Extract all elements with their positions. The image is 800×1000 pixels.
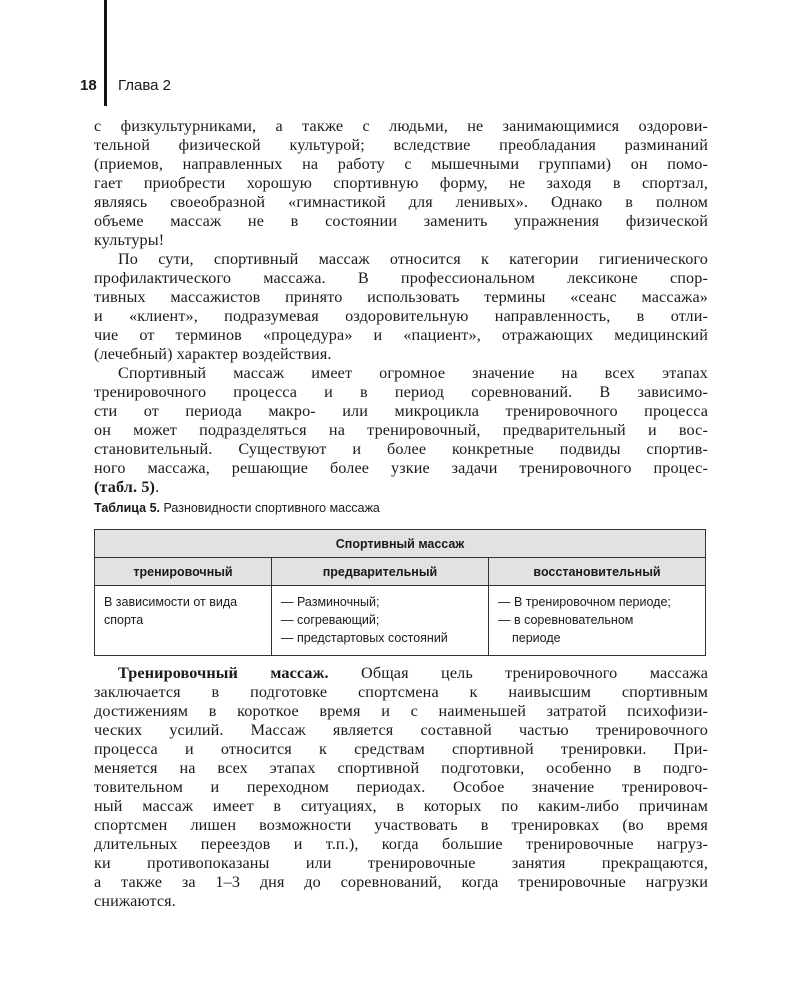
text-line: тренировочного процесса и в период соревнований. В зависимо- [94, 383, 708, 401]
table-cell [489, 586, 706, 656]
header-vertical-rule [104, 0, 107, 106]
column-header-recovery: восстановительный [489, 558, 706, 586]
text-line: с физкультурниками, а также с людьми, не занимающимися оздорови- [94, 117, 708, 135]
table-title: Спортивный массаж [95, 530, 706, 558]
cell-line: — предстартовых состояний [281, 631, 448, 645]
text-line: меняется на всех этапах спортивной подготовки, особенно в подго- [94, 759, 708, 777]
text-line: ки противопоказаны или тренировочные занятия прекращаются, [94, 854, 708, 872]
text-line: чие от терминов «процедура» и «пациент», отражающих медицинский [94, 326, 708, 344]
column-header-preliminary: предварительный [272, 558, 489, 586]
text-line: и «клиент», подразумевая оздоровительную направленность, в отли- [94, 307, 708, 325]
cell-line: периоде [512, 631, 561, 645]
table-caption-label: Таблица 5. [94, 501, 160, 515]
text-line: процесса и относится к средствам спортивной тренировки. При- [94, 740, 708, 758]
text-line: ческих усилий. Массаж является составной частью тренировочного [94, 721, 708, 739]
table-reference: (табл. 5) [94, 478, 156, 496]
text-fragment: . [155, 478, 160, 496]
table-row [95, 586, 706, 656]
text-line: товительном и переходном периодах. Особое значение тренировоч- [94, 778, 708, 796]
page-number: 18 [80, 77, 97, 94]
text-line: являясь своеобразной «гимнастикой для ленивых». Однако в полном [94, 193, 708, 211]
cell-line: спорта [104, 613, 144, 627]
text-line: По сути, спортивный массаж относится к категории гигиенического [118, 250, 708, 268]
text-line: длительных переездов и т.п.), когда большие тренировочные нагруз- [94, 835, 708, 853]
cell-line: — в соревновательном [498, 613, 634, 627]
text-line: сти от периода макро- или микроцикла тренировочного процесса [94, 402, 708, 420]
text-line: объеме массаж не в состоянии заменить упражнения физической [94, 212, 708, 230]
text-line: а также за 1–3 дня до соревнований, когда тренировочные нагрузки [94, 873, 708, 891]
text-line: Спортивный массаж имеет огромное значение на всех этапах [118, 364, 708, 382]
text-line: становительный. Существуют и более конкретные подвиды спортив- [94, 440, 708, 458]
text-line [94, 478, 708, 497]
text-line: гает приобрести хорошую спортивную форму, не заходя в спортзал, [94, 174, 708, 192]
table-caption-text: Разновидности спортивного массажа [163, 501, 380, 515]
column-header-training: тренировочный [95, 558, 272, 586]
table-cell [272, 586, 489, 656]
text-line: заключается в подготовке спортсмена к наивысшим спортивным [94, 683, 708, 701]
text-line: (лечебный) характер воздействия. [94, 345, 332, 363]
text-line: тивных массажистов принято использовать термины «сеанс массажа» [94, 288, 708, 306]
text-line: снижаются. [94, 892, 176, 910]
massage-types-table [94, 529, 706, 656]
section-first-line [118, 664, 708, 683]
cell-line: В зависимости от вида [104, 595, 238, 609]
text-line: ный массаж имеет в ситуациях, в которых по каким-либо причинам [94, 797, 708, 815]
text-line: тельной физической культурой; вследствие преобладания разминаний [94, 136, 708, 154]
chapter-title: Глава 2 [118, 77, 172, 94]
text-line: (приемов, направленных на работу с мышечными группами) он помо- [94, 155, 708, 173]
cell-line: — Разминочный; [281, 595, 380, 609]
table-caption [94, 501, 380, 515]
text-line: культуры! [94, 231, 165, 249]
cell-line: — В тренировочном периоде; [498, 595, 671, 609]
section-heading: Тренировочный массаж. [118, 664, 329, 682]
text-line: ного массажа, решающие более узкие задачи тренировочного процес- [94, 459, 708, 477]
text-fragment: Общая цель тренировочного массажа [361, 664, 709, 682]
text-line: достижениям в короткое время и с наименьшей затратой психофизи- [94, 702, 708, 720]
cell-line: — согревающий; [281, 613, 380, 627]
text-line: спортсмен лишен возможности участвовать в тренировках (во время [94, 816, 708, 834]
text-line: профилактического массажа. В профессиональном лексиконе спор- [94, 269, 708, 287]
text-line: он может подразделяться на тренировочный, предварительный и вос- [94, 421, 708, 439]
table-cell [95, 586, 272, 656]
